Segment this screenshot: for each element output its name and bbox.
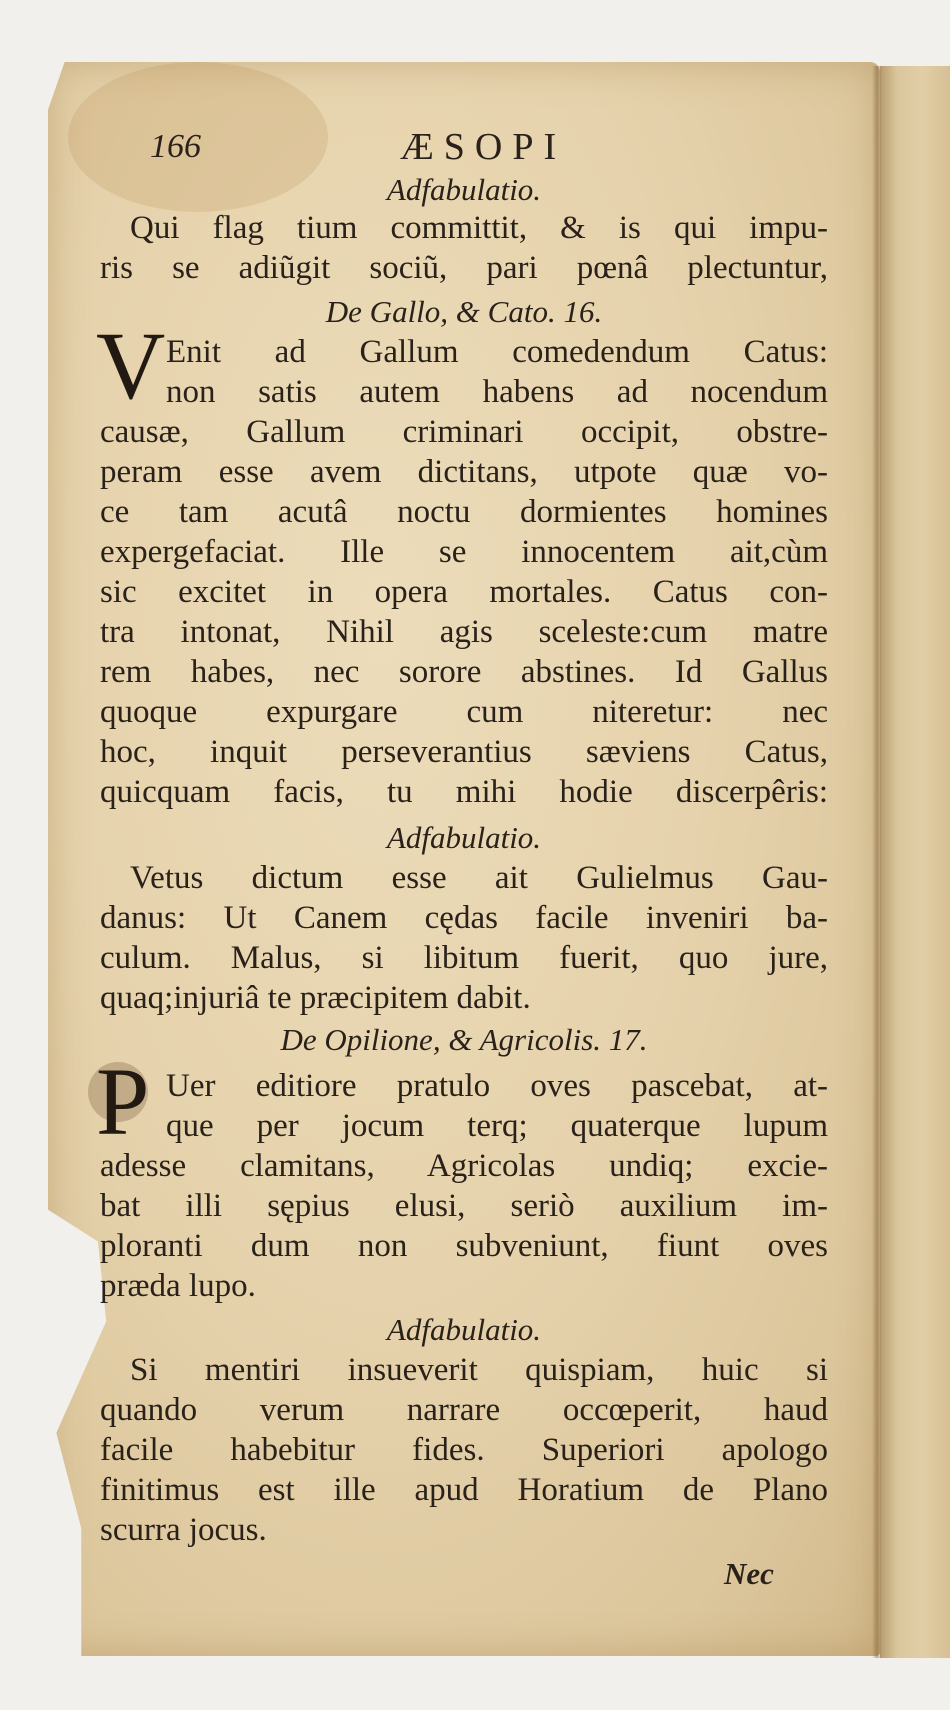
text-line: danus: Ut Canem cędas facile inveniri ba- xyxy=(100,900,828,936)
moral-heading: Adfabulatio. xyxy=(386,820,542,855)
text-line: rem habes, nec sorore abstines. Id Gallus xyxy=(100,654,828,690)
text-line: ploranti dum non subveniunt, fiunt oves xyxy=(100,1228,828,1264)
text-line: bat illi sępius elusi, seriò auxilium im- xyxy=(100,1188,828,1224)
text-line: Enit ad Gallum comedendum Catus: xyxy=(166,334,828,370)
text-line: que per jocum terq; quaterque lupum xyxy=(166,1108,828,1144)
text-line: peram esse avem dictitans, utpote quæ vo- xyxy=(100,454,828,490)
text-line: quoque expurgare cum niteretur: nec xyxy=(100,694,828,730)
text-line: Qui flag tium committit, & is qui impu- xyxy=(130,210,828,246)
page-number: 166 xyxy=(150,128,201,165)
text-line: præda lupo. xyxy=(100,1268,256,1304)
gutter-shadow xyxy=(872,66,882,1658)
text-line: hoc, inquit perseverantius sæviens Catus, xyxy=(100,734,828,770)
text-line: culum. Malus, si libitum fuerit, quo jure, xyxy=(100,940,828,976)
catchword: Nec xyxy=(724,1556,774,1591)
text-line: expergefaciat. Ille se innocentem ait,cùm xyxy=(100,534,828,570)
text-line: Uer editiore pratulo oves pascebat, at- xyxy=(166,1068,828,1104)
text-line: scurra jocus. xyxy=(100,1512,267,1548)
text-line: facile habebitur fides. Superiori apologo xyxy=(100,1432,828,1468)
drop-cap: V xyxy=(96,312,166,419)
text-line: ris se adiũgit sociũ, pari pœnâ plectuntur, xyxy=(100,250,828,286)
text-line: tra intonat, Nihil agis sceleste:cum matre xyxy=(100,614,828,650)
drop-cap: P xyxy=(96,1048,150,1155)
facing-page-edge xyxy=(880,66,950,1658)
moral-heading: Adfabulatio. xyxy=(386,1312,542,1347)
text-line: ce tam acutâ noctu dormientes homines xyxy=(100,494,828,530)
fable-title: De Opilione, & Agricolis. 17. xyxy=(280,1022,648,1057)
text-line: Si mentiri insueverit quispiam, huic si xyxy=(130,1352,828,1388)
text-line: Vetus dictum esse ait Gulielmus Gau- xyxy=(130,860,828,896)
running-title: ÆSOPI xyxy=(400,126,567,168)
text-line: non satis autem habens ad nocendum xyxy=(166,374,828,410)
fable-title: De Gallo, & Cato. 16. xyxy=(325,294,603,329)
text-line: sic excitet in opera mortales. Catus con- xyxy=(100,574,828,610)
moral-heading: Adfabulatio. xyxy=(386,172,542,207)
text-line: quando verum narrare occœperit, haud xyxy=(100,1392,828,1428)
text-line: finitimus est ille apud Horatium de Plano xyxy=(100,1472,828,1508)
text-line: quicquam facis, tu mihi hodie discerpêris: xyxy=(100,774,828,810)
text-line: quaq;injuriâ te præcipitem dabit. xyxy=(100,980,531,1016)
text-line: adesse clamitans, Agricolas undiq; excie- xyxy=(100,1148,828,1184)
text-line: causæ, Gallum criminari occipit, obstre- xyxy=(100,414,828,450)
